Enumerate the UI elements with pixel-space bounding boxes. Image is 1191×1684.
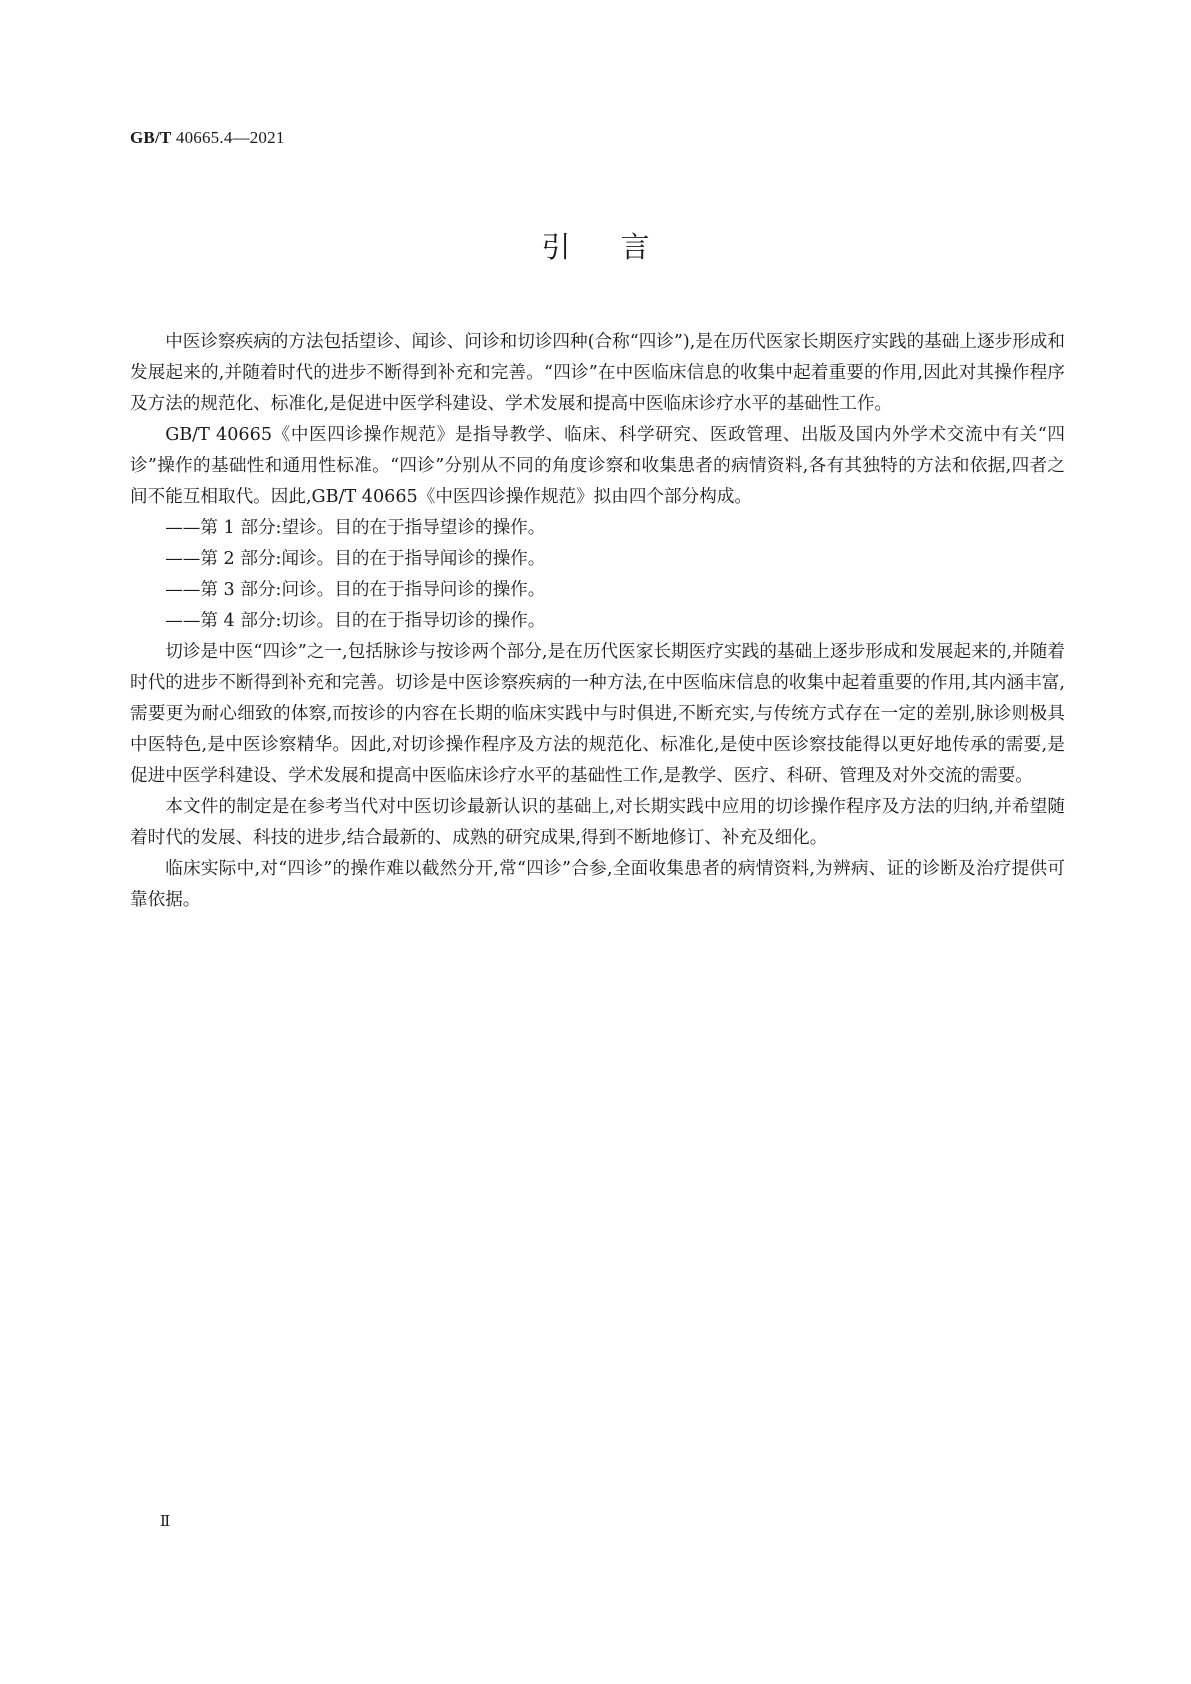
- list-item-part-1: ——第 1 部分:望诊。目的在于指导望诊的操作。: [165, 518, 546, 538]
- page-number: Ⅱ: [160, 1514, 171, 1530]
- section-title: 引言: [541, 230, 700, 264]
- standard-prefix: GB/T: [130, 128, 172, 147]
- paragraph-palpation-description: 切诊是中医“四诊”之一,包括脉诊与按诊两个部分,是在历代医家长期医疗实践的基础上逐步形成和发展起来的,并随着时代的进步不断得到补充和完善。切诊是中医诊察疾病的一种方法,在中医临床信息的收集中起着重要的作用,其内涵丰富,需要更为耐心细致的体察,而按诊的内容在长期的临床实践中与时俱进,不断充实,与传统方式存在一定的差别,脉诊则极具中医特色,是中医诊察精华。因此,对切诊操作程序及方法的规范化、标准化,是使中医诊察技能得以更好地传承的需要,是促进中医学科建设、学术发展和提高中医临床诊疗水平的基础性工作,是教学、医疗、科研、管理及对外交流的需要。: [130, 642, 1065, 786]
- list-item-part-2: ——第 2 部分:闻诊。目的在于指导闻诊的操作。: [165, 549, 546, 569]
- paragraph-standard-structure: GB/T 40665《中医四诊操作规范》是指导教学、临床、科学研究、医政管理、出版及国内外学术交流中有关“四诊”操作的基础性和通用性标准。“四诊”分别从不同的角度诊察和收集患者的病情资料,各有其独特的方法和依据,四者之间不能互相取代。因此,GB/T 40665《中医四诊操作规范》拟由四个部分构成。: [130, 425, 1065, 507]
- standard-number: [130, 128, 285, 148]
- paragraph-four-diagnoses-overview: 中医诊察疾病的方法包括望诊、闻诊、问诊和切诊四种(合称“四诊”),是在历代医家长期医疗实践的基础上逐步形成和发展起来的,并随着时代的进步不断得到补充和完善。“四诊”在中医临床信息的收集中起着重要的作用,因此对其操作程序及方法的规范化、标准化,是促进中医学科建设、学术发展和提高中医临床诊疗水平的基础性工作。: [130, 332, 1065, 414]
- document-body: [130, 327, 1065, 916]
- list-item-part-4: ——第 4 部分:切诊。目的在于指导切诊的操作。: [165, 611, 546, 631]
- list-item-part-3: ——第 3 部分:问诊。目的在于指导问诊的操作。: [165, 580, 546, 600]
- paragraph-clinical-practice: 临床实际中,对“四诊”的操作难以截然分开,常“四诊”合参,全面收集患者的病情资料,为辨病、证的诊断及治疗提供可靠依据。: [130, 859, 1065, 910]
- paragraph-document-purpose: 本文件的制定是在参考当代对中医切诊最新认识的基础上,对长期实践中应用的切诊操作程序及方法的归纳,并希望随着时代的发展、科技的进步,结合最新的、成熟的研究成果,得到不断地修订、补充及细化。: [130, 797, 1065, 848]
- standard-code: 40665.4—2021: [171, 128, 285, 147]
